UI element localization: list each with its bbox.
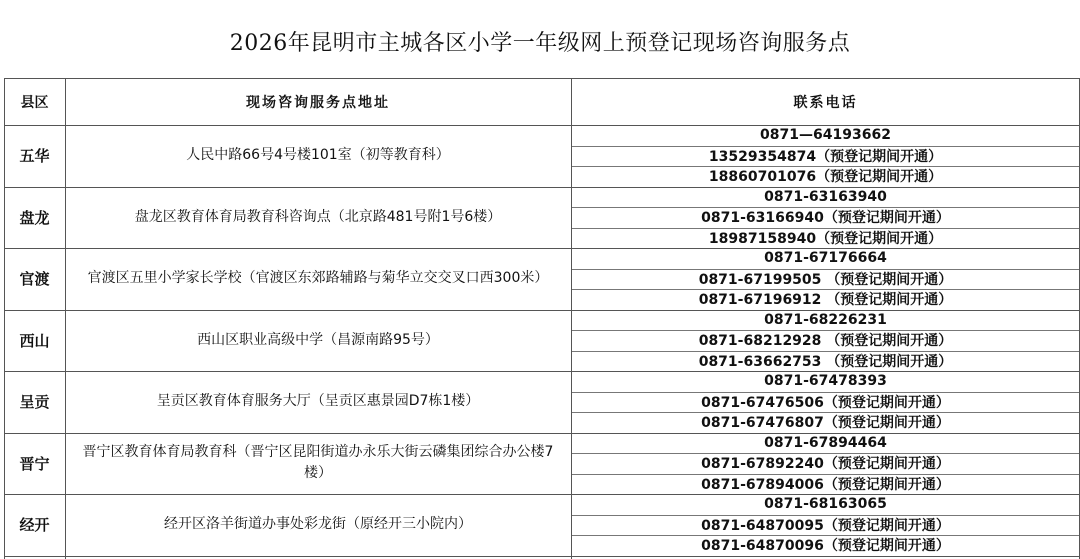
district-cell: 呈贡 (19, 393, 50, 412)
phone-cell: 0871-67476807（预登记期间开通） (701, 415, 950, 432)
phone-cell: 13529354874（预登记期间开通） (708, 148, 943, 165)
grid-line (571, 207, 1080, 208)
header-district: 县区 (20, 94, 49, 111)
address-cell: 人民中路66号4号楼101室（初等教育科） (186, 147, 450, 164)
page-title: 2026年昆明市主城各区小学一年级网上预登记现场咨询服务点 (229, 31, 851, 56)
grid-line (571, 453, 1080, 454)
grid-line (571, 228, 1080, 229)
grid-line (571, 412, 1080, 413)
district-cell: 五华 (19, 147, 50, 166)
grid-line (571, 392, 1080, 393)
phone-cell: 0871-68163065 (764, 496, 887, 513)
phone-cell: 0871-67199505 （预登记期间开通） (698, 271, 953, 288)
phone-cell: 0871-68226231 (764, 311, 887, 328)
grid-line (4, 78, 1080, 79)
phone-cell: 0871-68212928 （预登记期间开通） (698, 333, 953, 350)
address-cell: 晋宁区教育体育局教育科（晋宁区昆阳街道办永乐大街云磷集团综合办公楼7楼） (82, 444, 554, 482)
phone-cell: 0871-63166940（预登记期间开通） (701, 210, 950, 227)
grid-line (571, 289, 1080, 290)
phone-cell: 0871-67478393 (764, 373, 887, 390)
phone-cell: 0871-67196912 （预登记期间开通） (698, 292, 953, 309)
district-cell: 经开 (19, 516, 50, 535)
phone-cell: 0871-64870096（预登记期间开通） (701, 538, 950, 555)
grid-line (571, 269, 1080, 270)
phone-cell: 0871-67894006（预登记期间开通） (701, 476, 950, 493)
district-cell: 官渡 (19, 270, 50, 289)
address-cell: 盘龙区教育体育局教育科咨询点（北京路481号附1号6楼） (134, 208, 502, 225)
grid-line (571, 515, 1080, 516)
phone-cell: 18987158940（预登记期间开通） (708, 230, 943, 247)
address-cell: 西山区职业高级中学（昌源南路95号） (197, 331, 439, 348)
district-cell: 盘龙 (19, 208, 50, 227)
grid-line (571, 146, 1080, 147)
header-phone: 联系电话 (793, 94, 858, 111)
address-cell: 呈贡区教育体育服务大厅（呈贡区惠景园D7栋1楼） (156, 393, 480, 410)
district-cell: 西山 (19, 331, 50, 350)
grid-line (65, 78, 66, 559)
grid-line (571, 351, 1080, 352)
phone-cell: 0871-67894464 (764, 434, 887, 451)
phone-cell: 0871-63662753 （预登记期间开通） (698, 353, 953, 370)
phone-cell: 0871-67176664 (764, 250, 887, 267)
grid-line (4, 78, 5, 559)
grid-line (571, 330, 1080, 331)
address-cell: 经开区洛羊街道办事处彩龙街（原经开三小院内） (164, 516, 472, 533)
header-address: 现场咨询服务点地址 (246, 94, 390, 111)
grid-line (4, 556, 1080, 557)
phone-cell: 0871-64870095（预登记期间开通） (701, 517, 950, 534)
consultation-table (4, 78, 1080, 559)
grid-line (571, 474, 1080, 475)
phone-cell: 0871-67476506（预登记期间开通） (701, 394, 950, 411)
district-cell: 晋宁 (19, 454, 50, 473)
grid-line (571, 535, 1080, 536)
grid-line (571, 166, 1080, 167)
phone-cell: 18860701076（预登记期间开通） (708, 169, 943, 186)
grid-line (571, 78, 572, 559)
address-cell: 官渡区五里小学家长学校（官渡区东郊路辅路与菊华立交交叉口西300米） (87, 270, 549, 287)
phone-cell: 0871-67892240（预登记期间开通） (701, 456, 950, 473)
phone-cell: 0871—64193662 (760, 127, 891, 144)
phone-cell: 0871-63163940 (764, 188, 887, 205)
